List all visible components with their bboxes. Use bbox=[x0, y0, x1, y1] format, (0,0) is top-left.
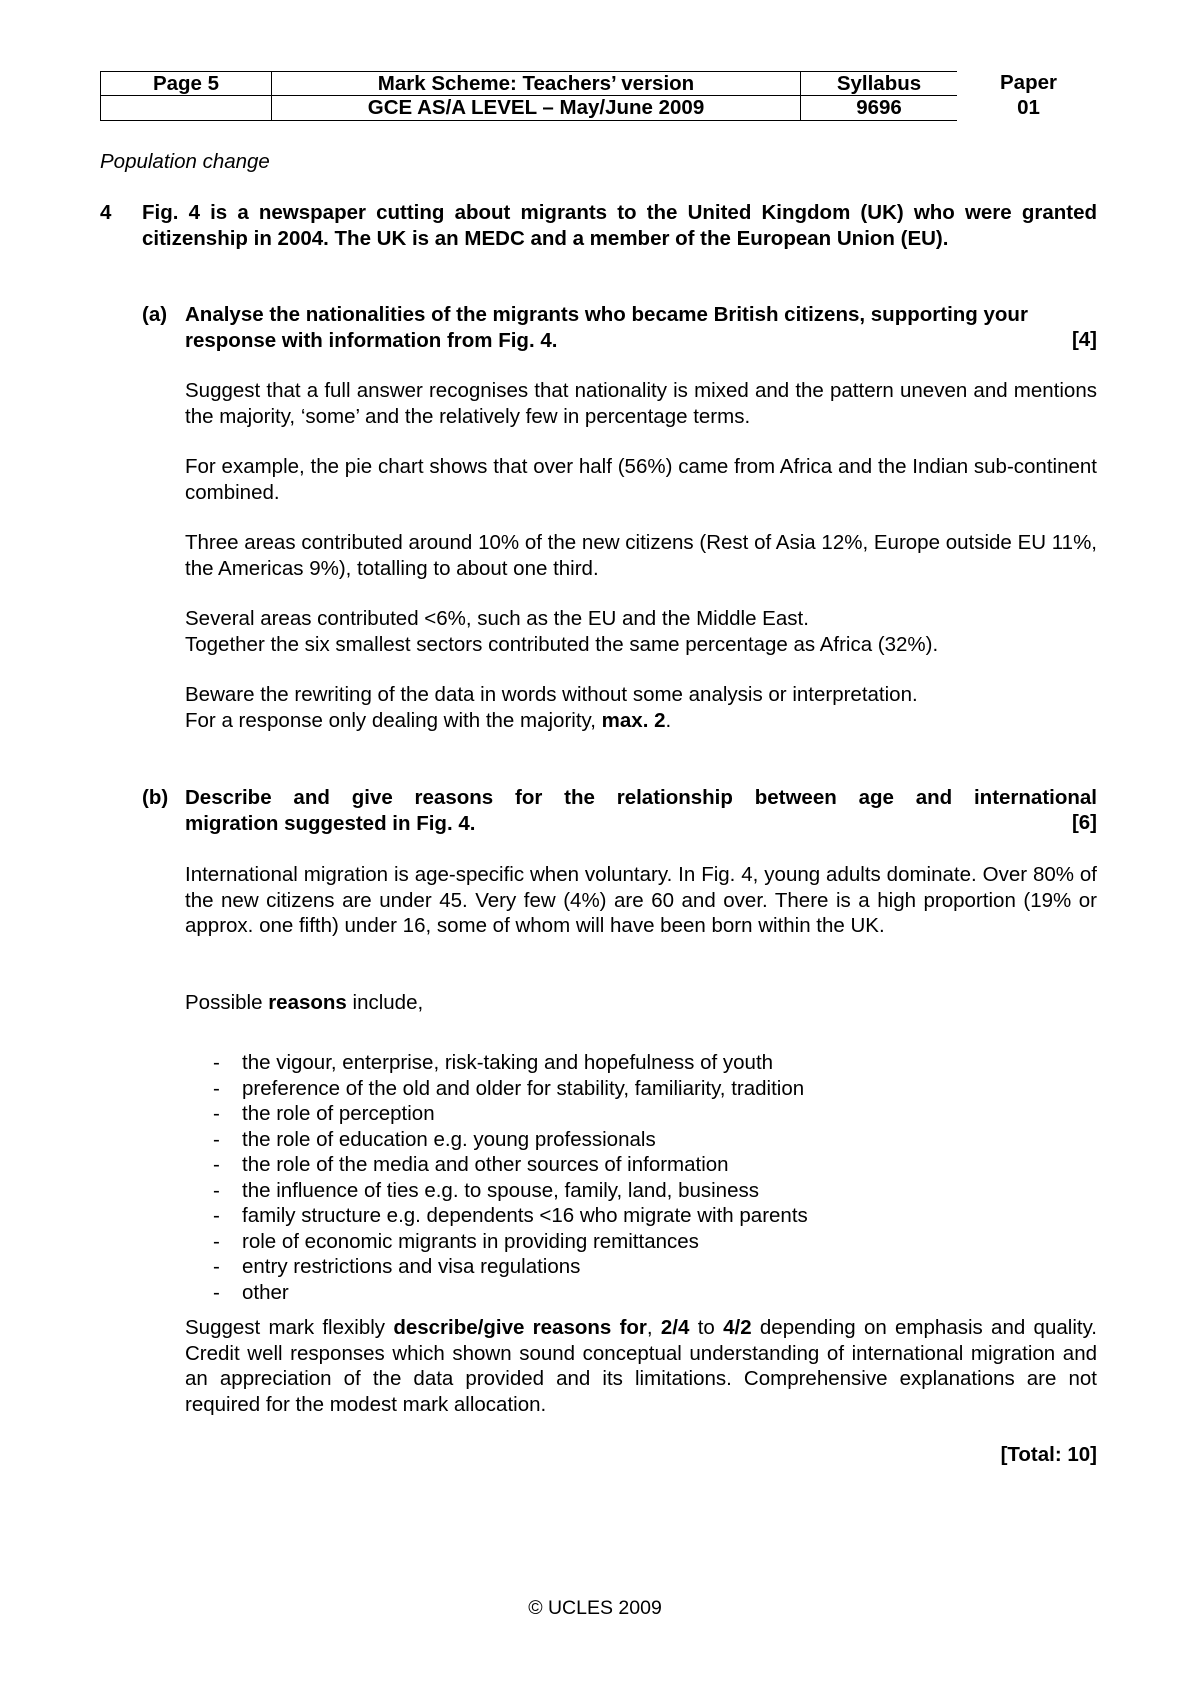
list-item bbox=[213, 1203, 808, 1229]
list-item bbox=[213, 1229, 808, 1255]
bullet-marker: - bbox=[213, 1153, 220, 1176]
bullet-marker: - bbox=[213, 1204, 220, 1227]
list-item-text: preference of the old and older for stability, familiarity, tradition bbox=[242, 1076, 805, 1100]
part-b-paragraph-1: International migration is age-specific when voluntary. In Fig. 4, young adults dominate. Over 80% of the new citizens are under 45. Very few (4%) are 60 and over. There is a high proportion (19% or approx. one fifth) under 16, some of whom will have been born within the UK. bbox=[185, 863, 1097, 937]
question-number: 4 bbox=[100, 201, 112, 224]
list-item bbox=[213, 1101, 808, 1127]
total-marks: [Total: 10] bbox=[1000, 1443, 1097, 1466]
part-b-label: (b) bbox=[142, 786, 169, 809]
part-b-question bbox=[185, 785, 1097, 836]
list-item-text: entry restrictions and visa regulations bbox=[242, 1255, 581, 1278]
part-a-paragraph-5-line-2 bbox=[185, 708, 1097, 734]
header-row-2 bbox=[100, 96, 1120, 121]
list-item-text: the vigour, enterprise, risk-taking and hopefulness of youth bbox=[242, 1051, 774, 1074]
list-item-text: the influence of ties e.g. to spouse, family, land, business bbox=[242, 1178, 759, 1202]
part-a-question bbox=[185, 302, 1097, 353]
list-item bbox=[213, 1076, 808, 1102]
part-a-paragraph-2: For example, the pie chart shows that over half (56%) came from Africa and the Indian sub-continent combined. bbox=[185, 455, 1097, 504]
part-b-marks: [6] bbox=[1071, 811, 1097, 834]
document-title: Mark Scheme: Teachers’ version bbox=[272, 71, 801, 96]
reasons-emphasis: reasons bbox=[268, 991, 347, 1014]
part-a-paragraph-5-line-1: Beware the rewriting of the data in words without some analysis or interpretation. bbox=[185, 683, 918, 706]
bullet-marker: - bbox=[213, 1178, 220, 1202]
text-run: . bbox=[665, 708, 672, 732]
part-a-paragraph-4 bbox=[185, 606, 1097, 657]
part-b-paragraph-3 bbox=[185, 1315, 1097, 1417]
header-row-1 bbox=[100, 71, 1120, 96]
part-a-paragraph-1: Suggest that a full answer recognises that nationality is mixed and the pattern uneven and mentions the majority, ‘some’ and the relatively few in percentage terms. bbox=[185, 379, 1097, 428]
list-item-text: the role of education e.g. young professionals bbox=[242, 1127, 656, 1151]
list-item bbox=[213, 1050, 808, 1076]
header-table bbox=[100, 71, 1120, 121]
bullet-marker: - bbox=[213, 1076, 220, 1100]
part-b-paragraph-2 bbox=[185, 990, 1097, 1016]
part-a-question-line-1: Analyse the nationalities of the migrants who became British citizens, supporting your bbox=[185, 303, 1028, 326]
list-item-text: other bbox=[242, 1280, 289, 1304]
list-item bbox=[213, 1152, 808, 1178]
list-item-text: family structure e.g. dependents <16 who migrate with parents bbox=[242, 1204, 808, 1227]
bullet-marker: - bbox=[213, 1102, 220, 1125]
syllabus-label: Syllabus bbox=[801, 71, 957, 96]
bullet-marker: - bbox=[213, 1255, 220, 1278]
text-run: Suggest mark flexibly bbox=[185, 1316, 394, 1339]
list-item-text: the role of perception bbox=[242, 1102, 435, 1125]
part-a-label: (a) bbox=[142, 303, 168, 326]
text-run: , bbox=[646, 1316, 661, 1339]
empty-cell bbox=[100, 96, 272, 121]
list-item-text: role of economic migrants in providing remittances bbox=[242, 1229, 699, 1253]
text-run: For a response only dealing with the majority, bbox=[185, 708, 602, 732]
paper-number: 01 bbox=[1017, 96, 1040, 119]
part-a-paragraph-5 bbox=[185, 682, 1097, 733]
part-a-paragraph-3: Three areas contributed around 10% of the new citizens (Rest of Asia 12%, Europe outside EU 11%, the Americas 9%), totalling to about one third. bbox=[185, 531, 1097, 580]
syllabus-code: 9696 bbox=[801, 96, 957, 121]
copyright-footer: © UCLES 2009 bbox=[528, 1597, 662, 1619]
part-b-question-line-2: migration suggested in Fig. 4. bbox=[185, 811, 476, 835]
list-item-text: the role of the media and other sources of information bbox=[242, 1153, 729, 1176]
max-mark-emphasis: max. 2 bbox=[601, 708, 666, 732]
list-item bbox=[213, 1280, 808, 1306]
text-run: include, bbox=[346, 991, 424, 1014]
page-number: Page 5 bbox=[100, 71, 272, 96]
part-a-paragraph-4-line-1: Several areas contributed <6%, such as the EU and the Middle East. bbox=[185, 607, 809, 630]
exam-title: GCE AS/A LEVEL – May/June 2009 bbox=[272, 96, 801, 121]
bullet-marker: - bbox=[213, 1051, 220, 1074]
bullet-marker: - bbox=[213, 1229, 220, 1253]
list-item bbox=[213, 1254, 808, 1280]
part-b-question-line-1: Describe and give reasons for the relationship between age and international bbox=[185, 786, 1097, 809]
list-item bbox=[213, 1127, 808, 1153]
part-a-paragraph-4-line-2: Together the six smallest sectors contributed the same percentage as Africa (32%). bbox=[185, 632, 939, 656]
bullet-marker: - bbox=[213, 1280, 220, 1304]
emphasis: 2/4 bbox=[660, 1316, 690, 1339]
paper-label: Paper bbox=[1000, 71, 1057, 94]
question-text: Fig. 4 is a newspaper cutting about migrants to the United Kingdom (UK) who were granted citizenship in 2004. The UK is an MEDC and a member of the European Union (EU). bbox=[142, 201, 1097, 250]
reasons-list bbox=[213, 1050, 808, 1305]
text-run: depending on emphasis and quality. Credit well responses which shown sound conceptual understanding of international migration and an appreciation of the data provided and its limitations. Comprehensive explanations are not required for the modest mark allocation. bbox=[185, 1316, 1097, 1416]
text-run: Possible bbox=[185, 991, 269, 1014]
emphasis: 4/2 bbox=[723, 1316, 752, 1339]
bullet-marker: - bbox=[213, 1127, 220, 1151]
text-run: to bbox=[689, 1316, 724, 1339]
part-a-question-line-2: response with information from Fig. 4. bbox=[185, 328, 558, 352]
emphasis: describe/give reasons for bbox=[393, 1316, 647, 1339]
part-a-marks: [4] bbox=[1071, 328, 1097, 351]
list-item bbox=[213, 1178, 808, 1204]
section-title: Population change bbox=[100, 150, 270, 173]
